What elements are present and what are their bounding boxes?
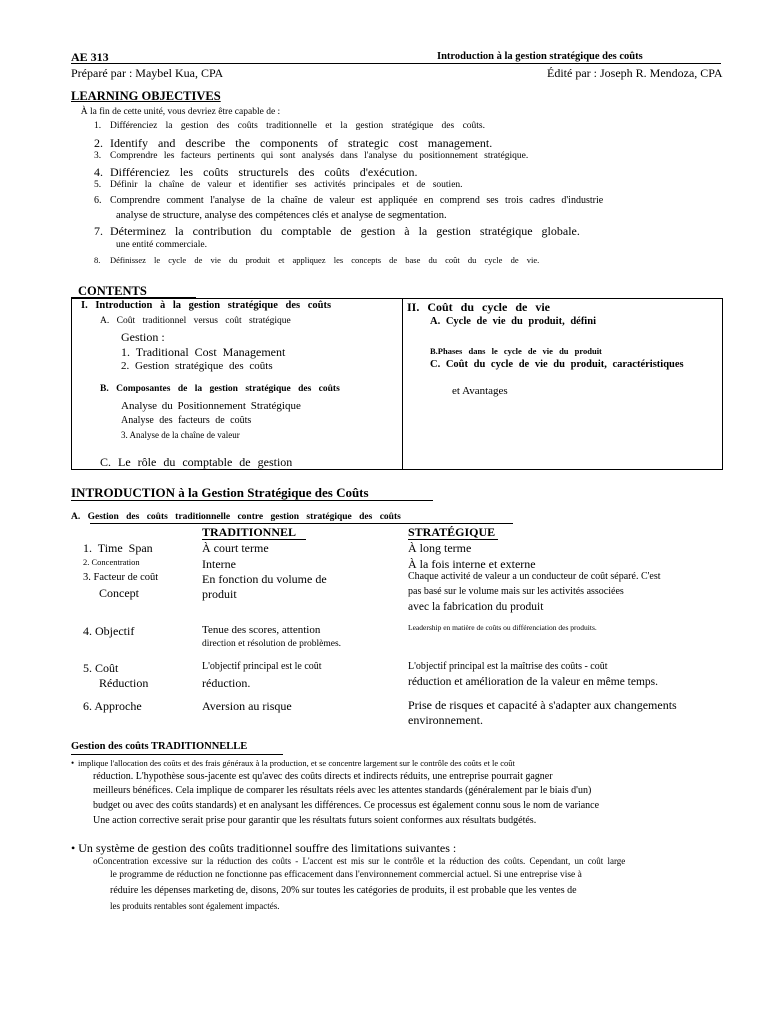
contents-b2: Analyse des facteurs de coûts [121, 415, 252, 426]
prepared-by: Préparé par : Maybel Kua, CPA [71, 66, 224, 80]
row-strat: À la fois interne et externe [408, 557, 536, 571]
intro-subheading: A. Gestion des coûts traditionnelle contre gestion stratégique des coûts [71, 512, 401, 522]
contents-right-a: A. Cycle de vie du produit, défini [430, 316, 596, 327]
col-strat-rule [408, 539, 498, 540]
objective-item: 7. Déterminez la contribution du comptable de gestion à la gestion stratégique globale. [94, 224, 580, 238]
traditional-heading: Gestion des coûts TRADITIONNELLE [71, 741, 248, 752]
row-strat: L'objectif principal est la maîtrise des coûts - coût [408, 661, 608, 672]
bullet-dot: • [71, 758, 75, 768]
objective-item: 2. Identify and describe the components of strategic cost management. [94, 136, 493, 150]
paragraph-line: oConcentration excessive sur la réduction des coûts - L'accent est mis sur le contrôle et la réduction des coûts. Cependant, un coût large [93, 856, 626, 866]
row-label-2: Concept [99, 586, 139, 600]
contents-item-c: C. Le rôle du comptable de gestion [100, 455, 293, 469]
paragraph-line: implique l'allocation des coûts et des frais généraux à la production, et se concentre largement sur le contrôle des coûts et le coût [78, 758, 515, 768]
col-traditionnel: TRADITIONNEL [202, 525, 297, 539]
row-strat-2: pas basé sur le volume mais sur les activités associées [408, 586, 624, 597]
objective-item: 4. Différenciez les coûts structurels des coûts d'exécution. [94, 165, 418, 179]
col-strategique: STRATÉGIQUE [408, 525, 496, 539]
paragraph-line: budget ou avec des coûts standards) et en analysant les différences. Ce processus est également connu sous le nom de variance [93, 800, 600, 811]
paragraph-line: Une action corrective serait prise pour garantir que les résultats futurs soient conformes aux résultats budgétés. [93, 815, 537, 826]
row-trad-2: réduction. [202, 676, 251, 690]
row-trad-2: produit [202, 587, 237, 601]
paragraph-line: le programme de réduction ne fonctionne pas efficacement dans l'environnement commercial actuel. Si une entreprise vise à [110, 870, 582, 880]
contents-gestion: Gestion : [121, 330, 165, 344]
row-label: 6. Approche [83, 699, 142, 713]
traditional-heading-rule [71, 754, 283, 755]
limitations-bullet: • Un système de gestion des coûts traditionnel souffre des limitations suivantes : [71, 841, 457, 855]
paragraph-line: les produits rentables sont également impactés. [110, 901, 280, 911]
objective-item: 6. Comprendre comment l'analyse de la chaîne de valeur est appliquée en comprend ses trois cadres d'industrie [94, 195, 604, 206]
contents-divider [402, 298, 403, 469]
row-strat: Chaque activité de valeur a un conducteur de coût séparé. C'est [408, 571, 661, 582]
contents-gestion-1: 1. Traditional Cost Management [121, 345, 286, 359]
objective-item: 8. Définissez le cycle de vie du produit et appliquez les concepts de base du coût du cycle de vie. [94, 255, 540, 265]
row-trad: En fonction du volume de [202, 572, 327, 586]
row-trad: L'objectif principal est le coût [202, 661, 322, 672]
row-strat: Leadership en matière de coûts ou différenciation des produits. [408, 623, 597, 632]
contents-item-a: A. Coût traditionnel versus coût stratégique [100, 316, 291, 326]
course-code: AE 313 [71, 50, 109, 64]
row-trad: Tenue des scores, attention [202, 624, 321, 636]
objectives-intro: À la fin de cette unité, vous devriez être capable de : [71, 107, 271, 117]
paragraph-line: réduction. L'hypothèse sous-jacente est qu'avec des coûts directs et indirects réduits, une entreprise pourrait gagner [93, 771, 553, 782]
contents-heading: CONTENTS [78, 284, 147, 298]
contents-section-2: II. Coût du cycle de vie [407, 300, 550, 314]
row-label: 1. Time Span [83, 541, 153, 555]
intro-heading-rule [71, 500, 433, 501]
contents-b1: Analyse du Positionnement Stratégique [121, 400, 301, 412]
objective-continuation: analyse de structure, analyse des compétences clés et analyse de segmentation. [116, 210, 447, 221]
objective-item: 3. Comprendre les facteurs pertinents qui sont analysés dans l'analyse du positionnement stratégique. [94, 151, 529, 161]
contents-right-c2: et Avantages [452, 385, 508, 397]
contents-right-c: C. Coût du cycle de vie du produit, caractéristiques [430, 359, 684, 370]
header-rule [71, 63, 721, 64]
row-strat: À long terme [408, 541, 472, 555]
edited-by: Édité par : Joseph R. Mendoza, CPA [547, 66, 723, 80]
row-label: 2. Concentration [83, 557, 140, 567]
contents-section-1: I. Introduction à la gestion stratégique des coûts [81, 300, 332, 311]
objective-item: 1. Différenciez la gestion des coûts traditionnelle et la gestion stratégique des coûts. [94, 121, 486, 131]
contents-item-b: B. Composantes de la gestion stratégique des coûts [100, 384, 340, 394]
contents-right-b: B.Phases dans le cycle de vie du produit [430, 346, 602, 356]
contents-gestion-2: 2. Gestion stratégique des coûts [121, 360, 273, 372]
row-label: 5. Coût [83, 661, 119, 675]
intro-heading: INTRODUCTION à la Gestion Stratégique des Coûts [71, 485, 369, 500]
row-label: 3. Facteur de coût [83, 572, 159, 583]
row-trad: À court terme [202, 541, 269, 555]
intro-subheading-rule [90, 523, 513, 524]
row-strat-3: avec la fabrication du produit [408, 601, 544, 613]
row-strat-2: réduction et amélioration de la valeur en même temps. [408, 676, 659, 688]
paragraph-line: meilleurs bénéfices. Cela implique de comparer les résultats réels avec les attentes standards (généralement par le biais d'un) [93, 785, 592, 796]
paragraph-line: réduire les dépenses marketing de, disons, 20% sur toutes les catégories de produits, il est probable que les ventes de [110, 885, 577, 896]
row-trad: Interne [202, 557, 236, 571]
objective-continuation: une entité commerciale. [116, 240, 207, 250]
row-strat-2: environnement. [408, 713, 483, 727]
row-label-2: Réduction [99, 676, 149, 690]
objectives-heading: LEARNING OBJECTIVES [71, 89, 221, 103]
document-title: Introduction à la gestion stratégique des coûts [437, 51, 643, 62]
row-strat: Prise de risques et capacité à s'adapter aux changements [408, 698, 677, 712]
row-trad: Aversion au risque [202, 699, 292, 713]
col-trad-rule [202, 539, 306, 540]
row-trad-2: direction et résolution de problèmes. [202, 639, 342, 649]
contents-b3: 3. Analyse de la chaîne de valeur [121, 430, 240, 440]
row-label: 4. Objectif [83, 624, 135, 638]
objective-item: 5. Définir la chaîne de valeur et identifier ses activités principales et de soutien. [94, 180, 463, 190]
